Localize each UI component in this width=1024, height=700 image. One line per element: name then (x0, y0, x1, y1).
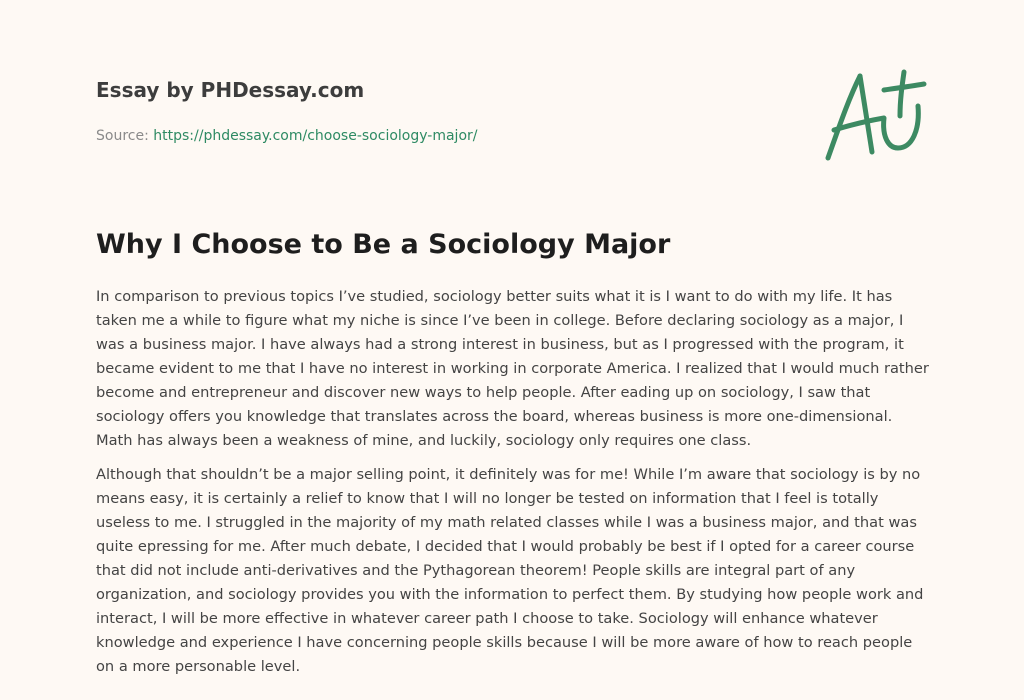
essay-body (96, 285, 930, 689)
essay-title: Why I Choose to Be a Sociology Major (96, 229, 671, 260)
source-line (96, 126, 796, 146)
site-name: Essay by PHDessay.com (96, 78, 365, 102)
source-link[interactable]: https://phdessay.com/choose-sociology-major/ (153, 128, 478, 144)
page-header (96, 76, 796, 146)
a-plus-grade-icon (820, 64, 930, 168)
essay-paragraph: In comparison to previous topics I’ve studied, sociology better suits what it is I want to do with my life. It has taken me a while to figure what my niche is since I’ve been in college. Before declaring sociology as a major, I was a business major. I have always had a strong interest in business, but as I progressed with the program, it became evident to me that I have no interest in working in corporate America. I realized that I would much rather become and entrepreneur and discover new ways to help people. After eading up on sociology, I saw that sociology offers you knowledge that translates across the board, whereas business is more one-dimensional. Math has always been a weakness of mine, and luckily, sociology only requires one class. (96, 288, 929, 449)
essay-paragraph: Although that shouldn’t be a major selling point, it definitely was for me! While I’m aware that sociology is by no means easy, it is certainly a relief to know that I will no longer be tested on information that I feel is totally useless to me. I struggled in the majority of my math related classes while I was a business major, and that was quite epressing for me. After much debate, I decided that I would probably be best if I opted for a career course that did not include anti-derivatives and the Pythagorean theorem! People skills are integral part of any organization, and sociology provides you with the information to perfect them. By studying how people work and interact, I will be more effective in whatever career path I choose to take. Sociology will enhance whatever knowledge and experience I have concerning people skills because I will be more aware of how to reach people on a more personable level. (96, 466, 924, 675)
source-label: Source: (96, 128, 154, 144)
